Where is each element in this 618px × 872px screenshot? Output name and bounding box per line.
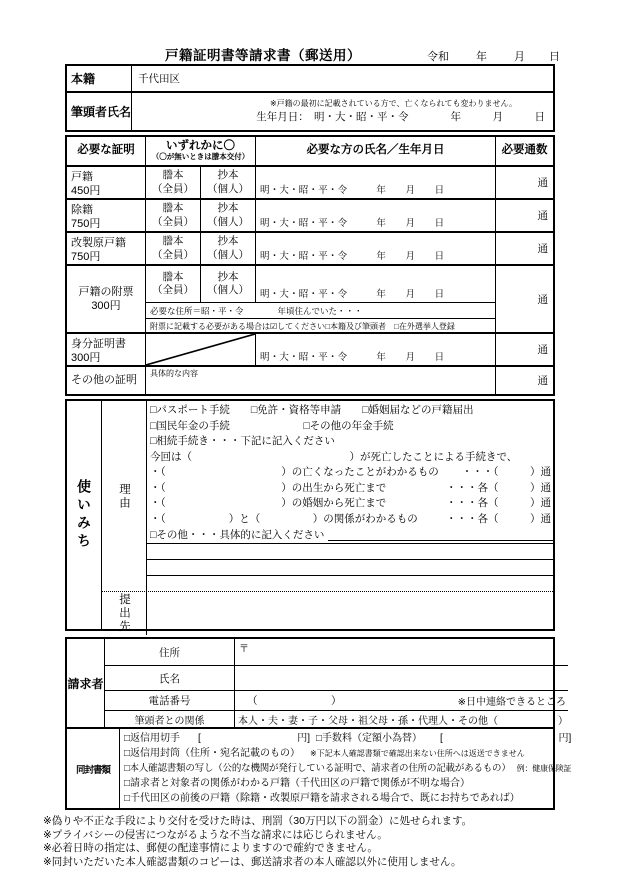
col-choice-sub: （〇が無いときは謄本交付）: [151, 152, 250, 162]
address-label: 住所: [105, 639, 235, 665]
requester-name-row: [105, 666, 568, 691]
reason-section: [102, 401, 553, 591]
koseki-tohon-option: 謄本 （全員）: [146, 167, 201, 198]
row-kaisei-gen-koseki: [67, 233, 553, 266]
page-title: 戸籍証明書等請求書（郵送用）: [165, 48, 361, 63]
head-of-family-note: ※戸籍の最初に記載されている方で、亡くなられても変わりません。: [269, 98, 517, 108]
fuhyo-count-cell: 通: [537, 293, 548, 306]
diagonal-line-icon: [146, 334, 255, 365]
enclosure-around-koseki-row: [124, 791, 571, 806]
relation-koseki-checkbox-label: □請求者と対象者の関係がわかる戸籍（千代田区の戸籍で関係が不明な場合）: [124, 778, 471, 789]
date-day-label: 日: [549, 51, 560, 63]
other-cert-count-cell: 通: [537, 375, 548, 387]
reason-item-marriage-to-death: ・（ ）の婚姻から死亡まで ・・・各（ ）通: [150, 497, 551, 509]
phone-note: ※日中連絡できるところ: [457, 697, 566, 708]
requester-relation-row: [105, 711, 568, 727]
name-value-cell: [235, 666, 568, 690]
footnote-privacy: ※プライバシーの侵害につながるような不当な請求には応じられません。: [43, 828, 388, 841]
kaisei-era-line: 明・大・昭・平・令 年 月 日: [260, 251, 445, 262]
postal-mark: 〒: [239, 644, 249, 655]
reason-item-birth-to-death: ・（ ）の出生から死亡まで ・・・各（ ）通: [150, 481, 551, 494]
mibun-count-cell: 通: [537, 344, 548, 356]
footnote-delivery: ※必着日時の指定は、郵便の配達事情によりますので確約できません。: [43, 842, 378, 854]
phone-value-cell: [235, 691, 568, 710]
id-copy-example: 例：健康保険証: [516, 764, 572, 773]
col-certificate: 必要な証明: [67, 137, 146, 165]
honseki-value-cell: [132, 66, 553, 91]
other-write-line: [328, 527, 553, 541]
col-count: 必要通数: [501, 144, 548, 157]
reason-content: [147, 401, 553, 591]
koseki-name-cell: [256, 167, 496, 198]
requester-table: [65, 637, 568, 729]
head-of-family-row: [67, 93, 553, 130]
joseki-count-cell: 通: [537, 210, 548, 222]
fuhyo-name-cell: [256, 266, 496, 302]
destination-write-area: [147, 592, 553, 635]
fuhyo-shohon-option: 抄本 （個人）: [201, 266, 256, 302]
date-era-label: 令和: [427, 51, 449, 63]
footnotes: [43, 815, 555, 869]
reason-item-relationship: ・（ ）と（ ）の関係がわかるもの ・・・各（ ）通: [150, 512, 551, 525]
fuhyo-label: 戸籍の附票 300円: [67, 266, 146, 332]
return-stamp-checkbox-label: □返信用切手: [124, 733, 181, 744]
blank-write-line: [147, 559, 553, 575]
koseki-label: 戸籍 450円: [67, 167, 146, 198]
joseki-label: 除籍 750円: [67, 200, 146, 231]
row-koseki: [67, 167, 553, 200]
reason-line-pension: □国民年金の手続 □その他の年金手続: [150, 419, 394, 432]
kaisei-label: 改製原戸籍 750円: [67, 233, 146, 264]
requester-label: 請求者: [67, 639, 105, 727]
name-label: 氏名: [105, 666, 235, 690]
return-envelope-checkbox-label: □返信用封筒（住所・宛名記載のもの）: [124, 748, 301, 759]
koseki-shohon-option: 抄本 （個人）: [201, 167, 256, 198]
enclosure-relation-koseki-row: [124, 776, 571, 791]
kaisei-count-cell: 通: [537, 243, 548, 255]
enclosure-envelope-row: [124, 746, 571, 761]
certificate-table-header: [67, 137, 553, 167]
phone-parens: （ ）: [247, 695, 342, 707]
kaisei-tohon-option: 謄本 （全員）: [146, 233, 201, 264]
fuhyo-address-line: 必要な住所＝昭・平・令 年頃住んでいた・・・: [146, 302, 495, 318]
fuhyo-middle-cell: [146, 266, 496, 332]
honseki-row: [67, 66, 553, 93]
usage-table: [65, 399, 555, 634]
reason-line-passport: □パスポート手続 □免許・資格等申請 □婚姻届などの戸籍届出: [150, 404, 474, 416]
footnote-id-usage: ※同封いただいた本人確認書類のコピーは、郵送請求者の本人確認以外に使用しません。: [43, 855, 462, 868]
reason-line-deceased: 今回は（ ）が死亡したことによる手続きで、: [150, 450, 518, 463]
mibun-era-line: 明・大・昭・平・令 年 月 日: [260, 352, 445, 363]
enclosures-table: [65, 727, 572, 810]
row-mibun-shomeisho: [67, 334, 553, 367]
reason-item-death-proof: ・（ ）の亡くなったことがわかるもの ・・・（ ）通: [150, 466, 551, 478]
other-cert-label: その他の証明: [67, 367, 146, 394]
reason-label: 理由: [102, 401, 147, 591]
joseki-era-line: 明・大・昭・平・令 年 月 日: [260, 218, 445, 229]
col-choice-main: いずれかに〇: [166, 140, 235, 153]
kaisei-shohon-option: 抄本 （個人）: [201, 233, 256, 264]
certificate-table: [65, 135, 555, 396]
other-cert-hint: 具体的な内容: [150, 369, 198, 378]
col-person-name: 必要な方の氏名／生年月日: [256, 137, 496, 165]
id-copy-checkbox-label: □本人確認書類の写し（公的な機関が発行している証明で、請求者の住所の記載があるもの）: [124, 763, 511, 774]
usage-label: 使いみち: [67, 401, 102, 629]
usage-right: [102, 401, 553, 634]
head-of-family-label: 筆頭者氏名: [67, 93, 132, 130]
address-value-cell: [235, 639, 568, 665]
fee-checkbox-label: □手数料（定額小為替）: [316, 733, 423, 744]
blank-write-line: [147, 543, 553, 559]
destination-label: 提出先: [102, 592, 147, 635]
form-content: [43, 42, 572, 869]
enclosure-stamp-fee-row: □返信用切手 [ 円] □手数料（定額小為替） [ 円]: [124, 733, 572, 744]
around-koseki-checkbox-label: □千代田区の前後の戸籍（除籍・改製原戸籍を請求される場合で、既にお持ちであれば）: [124, 793, 520, 804]
envelope-note: ※下記本人確認書類で確認出来ない住所へは返送できません: [310, 749, 525, 758]
fuhyo-options-row: [146, 266, 495, 302]
requester-phone-row: [105, 691, 568, 711]
fuhyo-tohon-option: 謄本 （全員）: [146, 266, 201, 302]
relation-value: 本人・夫・妻・子・父母・祖父母・孫・代理人・その他（ ）: [238, 715, 568, 727]
row-koseki-fuhyo: [67, 266, 553, 334]
koseki-count-cell: 通: [537, 177, 548, 189]
phone-label: 電話番号: [105, 691, 235, 710]
document-header: [65, 42, 560, 64]
joseki-shohon-option: 抄本 （個人）: [201, 200, 256, 231]
col-choice: [146, 137, 256, 165]
blank-write-line: [147, 575, 553, 591]
joseki-name-cell: [256, 200, 496, 231]
head-birthdate-line: 生年月日： 明・大・昭・平・令 年 月 日: [256, 110, 545, 123]
enclosure-id-copy-row: [124, 761, 571, 776]
row-other-certificate: [67, 367, 553, 394]
date-year-label: 年: [476, 51, 487, 63]
reason-line-inheritance: □相続手続き・・・下記に記入ください: [150, 435, 335, 447]
koseki-era-line: 明・大・昭・平・令 年 月 日: [260, 185, 445, 196]
enclosures-rows: [120, 729, 574, 808]
mibun-name-cell: [256, 334, 496, 365]
footnote-penalty: ※偽りや不正な手段により交付を受けた時は、刑罰（30万円以下の罰金）に処せられます。: [43, 815, 473, 827]
row-joseki: [67, 200, 553, 233]
fuhyo-checkbox-note: 附票に記載する必要がある場合は☑してください□本籍及び筆頭者 □在外選挙人登録: [146, 318, 495, 334]
destination-section: [102, 591, 553, 635]
requester-rows: [105, 639, 568, 727]
mibun-label: 身分証明書 300円: [67, 334, 146, 365]
reason-line-other: □その他・・・具体的に記入ください: [147, 527, 553, 543]
honseki-value: 千代田区: [138, 73, 180, 85]
honseki-label: 本籍: [67, 66, 132, 91]
head-of-family-value-cell: [132, 93, 553, 130]
fuhyo-era-line: 明・大・昭・平・令 年 月 日: [260, 289, 445, 300]
requester-address-row: [105, 639, 568, 666]
other-cert-detail-cell: [146, 367, 496, 394]
diagonal-strike-cell: [146, 334, 256, 365]
date-month-label: 月: [514, 51, 525, 63]
relation-label: 筆頭者との関係: [105, 711, 235, 727]
registry-table: [65, 64, 555, 132]
kaisei-name-cell: [256, 233, 496, 264]
joseki-tohon-option: 謄本 （全員）: [146, 200, 201, 231]
enclosures-label: 同封書類: [67, 729, 120, 808]
